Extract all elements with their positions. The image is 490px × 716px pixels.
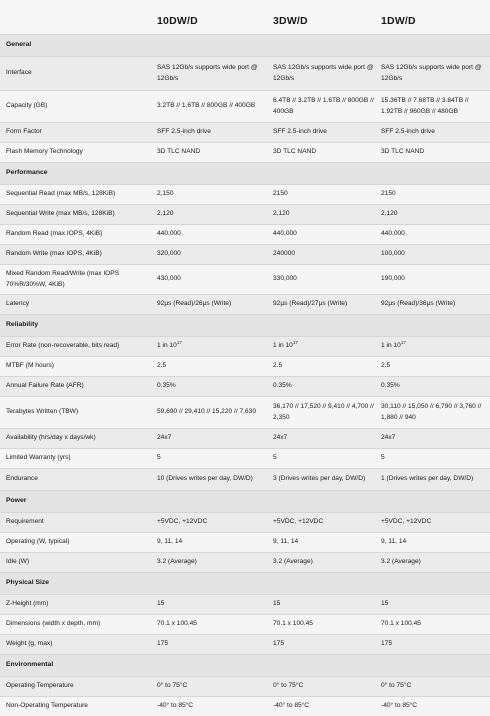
spec-value: 70.1 x 100.45 bbox=[381, 620, 421, 628]
spec-value: 3.2 (Average) bbox=[381, 558, 421, 566]
spec-value: 175 bbox=[157, 640, 169, 648]
exponent: 17 bbox=[292, 340, 298, 346]
section-header-row bbox=[0, 314, 490, 336]
spec-label: Dimensions (width x depth, mm) bbox=[6, 620, 101, 628]
spec-value: 2,120 bbox=[157, 210, 174, 218]
spec-value: 6.4TB // 3.2TB // 1.6TB // 800GB // 400GB bbox=[273, 97, 374, 115]
spec-label: Operating Temperature bbox=[6, 682, 74, 690]
spec-row bbox=[0, 184, 490, 204]
section-header-row bbox=[0, 34, 490, 56]
spec-row bbox=[0, 552, 490, 572]
column-header-10dwd: 10DW/D bbox=[157, 15, 198, 27]
spec-label: Annual Failure Rate (AFR) bbox=[6, 382, 84, 390]
spec-value: SAS 12Gb/s supports wide port @ 12Gb/s bbox=[381, 64, 482, 82]
spec-value: 430,000 bbox=[157, 275, 181, 283]
spec-row bbox=[0, 376, 490, 396]
spec-label: Sequential Write (max MB/s, 128KiB) bbox=[6, 210, 115, 218]
spec-value: 2.5 bbox=[273, 362, 283, 370]
spec-value: 3.2 (Average) bbox=[157, 558, 197, 566]
spec-row bbox=[0, 204, 490, 224]
spec-row bbox=[0, 56, 490, 90]
section-title: General bbox=[6, 41, 32, 49]
spec-row bbox=[0, 264, 490, 294]
spec-row bbox=[0, 396, 490, 428]
spec-value: 15 bbox=[381, 600, 389, 608]
spec-value: 330,000 bbox=[273, 275, 297, 283]
spec-value: 1 in $10^{17}$ bbox=[157, 340, 182, 350]
spec-row bbox=[0, 244, 490, 264]
spec-value: 2,120 bbox=[381, 210, 398, 218]
spec-value: 92μs (Read)/36μs (Write) bbox=[381, 300, 456, 308]
spec-label: Operating (W, typical) bbox=[6, 538, 70, 546]
spec-value: 70.1 x 100.45 bbox=[157, 620, 197, 628]
spec-label: Limited Warranty (yrs) bbox=[6, 454, 71, 462]
spec-value: 3D TLC NAND bbox=[273, 148, 317, 156]
spec-row bbox=[0, 294, 490, 314]
spec-row bbox=[0, 614, 490, 634]
spec-row bbox=[0, 336, 490, 356]
spec-row bbox=[0, 224, 490, 244]
spec-value: 59,690 // 29,410 // 15,220 // 7,630 bbox=[157, 408, 256, 416]
spec-value: 3D TLC NAND bbox=[381, 148, 425, 156]
spec-value: 440,000 bbox=[157, 230, 181, 238]
spec-label: Non-Operating Temperature bbox=[6, 702, 88, 710]
spec-value: +5VDC, +12VDC bbox=[273, 518, 324, 526]
spec-row bbox=[0, 122, 490, 142]
spec-value: 1 in $10^{17}$ bbox=[381, 340, 406, 350]
spec-value: SFF 2.5-inch drive bbox=[381, 128, 435, 136]
spec-label: Weight (g, max) bbox=[6, 640, 53, 648]
spec-value: 5 bbox=[273, 454, 277, 462]
spec-value: 0.35% bbox=[273, 382, 292, 390]
spec-label: Flash Memory Technology bbox=[6, 148, 83, 156]
spec-value: 2.5 bbox=[381, 362, 391, 370]
spec-value: 2.5 bbox=[157, 362, 167, 370]
spec-value: 190,000 bbox=[381, 275, 405, 283]
spec-value: 36,170 // 17,520 // 9,410 // 4,700 // 2,350 bbox=[273, 403, 374, 421]
spec-value: 440,000 bbox=[381, 230, 405, 238]
section-title: Power bbox=[6, 497, 27, 505]
spec-value: 2150 bbox=[273, 190, 288, 198]
table-header bbox=[0, 0, 490, 34]
spec-value: 3 (Drives writes per day, DW/D) bbox=[273, 475, 366, 483]
section-header-row bbox=[0, 654, 490, 676]
spec-value: 15 bbox=[273, 600, 281, 608]
spec-value: 24x7 bbox=[381, 434, 396, 442]
spec-value: -40° to 85°C bbox=[381, 702, 418, 710]
spec-value: 5 bbox=[381, 454, 385, 462]
spec-row bbox=[0, 634, 490, 654]
spec-value: 24x7 bbox=[273, 434, 288, 442]
spec-label: MTBF (M hours) bbox=[6, 362, 54, 370]
section-header-row bbox=[0, 162, 490, 184]
spec-value: 3.2 (Average) bbox=[273, 558, 313, 566]
spec-value: 100,000 bbox=[381, 250, 405, 258]
column-header-1dwd: 1DW/D bbox=[381, 15, 416, 27]
spec-value: 320,000 bbox=[157, 250, 181, 258]
spec-label: Random Write (max IOPS, 4KiB) bbox=[6, 250, 102, 258]
spec-value: +5VDC, +12VDC bbox=[157, 518, 208, 526]
spec-value: 92μs (Read)/26μs (Write) bbox=[157, 300, 232, 308]
spec-row bbox=[0, 696, 490, 716]
spec-value: 2150 bbox=[381, 190, 396, 198]
spec-value: 2,150 bbox=[157, 190, 174, 198]
spec-label: Error Rate (non-recoverable, bits read) bbox=[6, 342, 120, 350]
spec-label: Capacity (GB) bbox=[6, 102, 48, 110]
spec-label: Terabytes Written (TBW) bbox=[6, 408, 79, 416]
column-header-3dwd: 3DW/D bbox=[273, 15, 308, 27]
spec-value: 92μs (Read)/27μs (Write) bbox=[273, 300, 348, 308]
spec-value: 9, 11, 14 bbox=[273, 538, 299, 546]
spec-row bbox=[0, 90, 490, 122]
spec-value: SFF 2.5-inch drive bbox=[157, 128, 211, 136]
spec-value: 240000 bbox=[273, 250, 296, 258]
section-header-row bbox=[0, 490, 490, 512]
spec-value: 3D TLC NAND bbox=[157, 148, 201, 156]
spec-label: Endurance bbox=[6, 475, 38, 483]
exponent: 17 bbox=[400, 340, 406, 346]
spec-value: 0° to 75°C bbox=[157, 682, 188, 690]
spec-row bbox=[0, 356, 490, 376]
section-title: Performance bbox=[6, 169, 48, 177]
spec-value: 1 in $10^{17}$ bbox=[273, 340, 298, 350]
spec-label: Latency bbox=[6, 300, 30, 308]
spec-row bbox=[0, 448, 490, 468]
spec-value: SAS 12Gb/s supports wide port @ 12Gb/s bbox=[157, 64, 258, 82]
spec-value: 70.1 x 100.45 bbox=[273, 620, 313, 628]
spec-value: 10 (Drives writes per day, DW/D) bbox=[157, 475, 253, 483]
spec-label: Availability (hrs/day x days/wk) bbox=[6, 434, 96, 442]
spec-value: 440,000 bbox=[273, 230, 297, 238]
spec-label: Idle (W) bbox=[6, 558, 30, 566]
spec-value: SAS 12Gb/s supports wide port @ 12Gb/s bbox=[273, 64, 374, 82]
spec-row bbox=[0, 594, 490, 614]
spec-row bbox=[0, 512, 490, 532]
spec-value: 175 bbox=[273, 640, 285, 648]
spec-label: Requirement bbox=[6, 518, 44, 526]
spec-value: 9, 11, 14 bbox=[381, 538, 407, 546]
spec-value: SFF 2.5-inch drive bbox=[273, 128, 327, 136]
spec-value: 15 bbox=[157, 600, 165, 608]
spec-value: 0.35% bbox=[157, 382, 176, 390]
section-title: Reliability bbox=[6, 321, 39, 329]
spec-value: 3.2TB // 1.6TB // 800GB // 400GB bbox=[157, 102, 256, 110]
spec-label: Form Factor bbox=[6, 128, 42, 136]
section-title: Environmental bbox=[6, 661, 54, 669]
spec-row bbox=[0, 142, 490, 162]
spec-value: 9, 11, 14 bbox=[157, 538, 183, 546]
spec-label: Sequential Read (max MB/s, 128KiB) bbox=[6, 190, 116, 198]
section-title: Physical Size bbox=[6, 579, 50, 587]
spec-label: Random Read (max IOPS, 4KiB) bbox=[6, 230, 103, 238]
spec-label: Z-Height (mm) bbox=[6, 600, 49, 608]
spec-label: Mixed Random Read/Write (max IOPS 70%R/30%W, 4KiB) bbox=[6, 270, 120, 288]
spec-value: +5VDC, +12VDC bbox=[381, 518, 432, 526]
spec-value: 175 bbox=[381, 640, 393, 648]
spec-label: Interface bbox=[6, 69, 32, 77]
spec-value: 24x7 bbox=[157, 434, 172, 442]
spec-value: 15.36TB // 7.68TB // 3.84TB // 1.92TB // 960GB // 480GB bbox=[381, 97, 469, 115]
spec-value: 0° to 75°C bbox=[273, 682, 304, 690]
exponent: 17 bbox=[176, 340, 182, 346]
spec-row bbox=[0, 428, 490, 448]
section-header-row bbox=[0, 572, 490, 594]
spec-value: -40° to 85°C bbox=[157, 702, 194, 710]
spec-row bbox=[0, 676, 490, 696]
spec-value: 2,120 bbox=[273, 210, 290, 218]
spec-value: 5 bbox=[157, 454, 161, 462]
spec-row bbox=[0, 468, 490, 490]
spec-value: 0.35% bbox=[381, 382, 400, 390]
spec-value: 30,110 // 15,050 // 6,790 // 3,760 // 1,880 // 940 bbox=[381, 403, 482, 421]
spec-row bbox=[0, 532, 490, 552]
spec-value: -40° to 85°C bbox=[273, 702, 310, 710]
spec-value: 0° to 75°C bbox=[381, 682, 412, 690]
spec-value: 1 (Drives writes per day, DW/D) bbox=[381, 475, 474, 483]
